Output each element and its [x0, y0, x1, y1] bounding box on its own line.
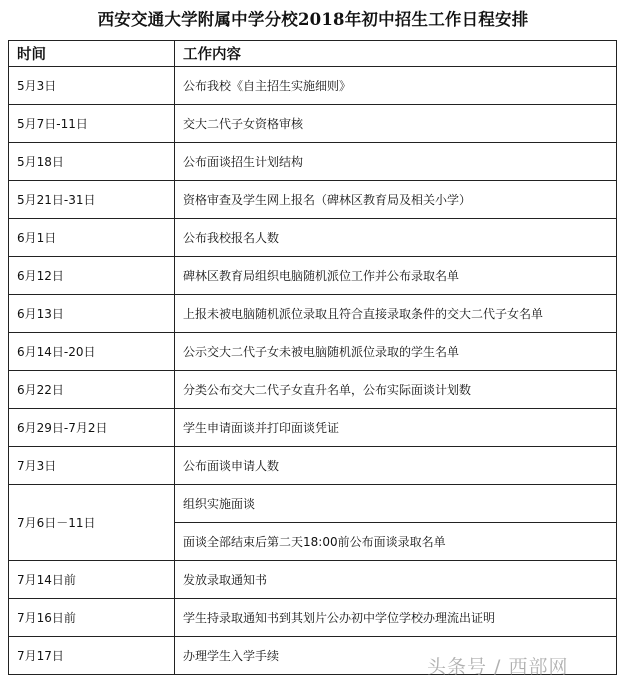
- row-time: 6月1日: [9, 219, 175, 257]
- row-time: 6月29日-7月2日: [9, 409, 175, 447]
- row-time: 5月3日: [9, 67, 175, 105]
- row-time: 5月21日-31日: [9, 181, 175, 219]
- table-row: [9, 599, 617, 637]
- row-content: 办理学生入学手续: [175, 637, 617, 675]
- table-row: [9, 371, 617, 409]
- row-time: 7月14日前: [9, 561, 175, 599]
- row-content: 公布我校《自主招生实施细则》: [175, 67, 617, 105]
- row-time: 6月14日-20日: [9, 333, 175, 371]
- header-content: 工作内容: [175, 41, 617, 67]
- table-row: [9, 67, 617, 105]
- page-title: 西安交通大学附属中学分校2018年初中招生工作日程安排: [97, 10, 529, 29]
- row-time: 7月17日: [9, 637, 175, 675]
- schedule-table: [8, 40, 617, 675]
- row-time: 7月6日－11日: [9, 485, 175, 561]
- table-row: [9, 409, 617, 447]
- row-time: 5月18日: [9, 143, 175, 181]
- table-header-row: [9, 41, 617, 67]
- row-content: 学生持录取通知书到其划片公办初中学位学校办理流出证明: [175, 599, 617, 637]
- row-content: 资格审查及学生网上报名（碑林区教育局及相关小学）: [175, 181, 617, 219]
- row-content: 学生申请面谈并打印面谈凭证: [175, 409, 617, 447]
- row-content: 公布面谈申请人数: [175, 447, 617, 485]
- row-content: 交大二代子女资格审核: [175, 105, 617, 143]
- row-time: 5月7日-11日: [9, 105, 175, 143]
- table-row: [9, 485, 617, 523]
- watermark: 头条号 / 西部网: [427, 656, 569, 678]
- table-row: [9, 447, 617, 485]
- row-content: 公布我校报名人数: [175, 219, 617, 257]
- header-time: 时间: [9, 41, 175, 67]
- table-row: [9, 105, 617, 143]
- table-row: [9, 143, 617, 181]
- table-row: [9, 181, 617, 219]
- table-row: [9, 295, 617, 333]
- table-row: [9, 257, 617, 295]
- row-content: 上报未被电脑随机派位录取且符合直接录取条件的交大二代子女名单: [175, 295, 617, 333]
- row-content: 组织实施面谈: [175, 485, 617, 523]
- row-time: 6月13日: [9, 295, 175, 333]
- row-content: 面谈全部结束后第二天18:00前公布面谈录取名单: [175, 523, 617, 561]
- row-content: 发放录取通知书: [175, 561, 617, 599]
- table-row: [9, 561, 617, 599]
- row-time: 7月16日前: [9, 599, 175, 637]
- row-time: 6月22日: [9, 371, 175, 409]
- row-content: 分类公布交大二代子女直升名单，公布实际面谈计划数: [175, 371, 617, 409]
- row-time: 7月3日: [9, 447, 175, 485]
- row-content: 公示交大二代子女未被电脑随机派位录取的学生名单: [175, 333, 617, 371]
- table-row: [9, 219, 617, 257]
- row-content: 碑林区教育局组织电脑随机派位工作并公布录取名单: [175, 257, 617, 295]
- row-time: 6月12日: [9, 257, 175, 295]
- row-content: 公布面谈招生计划结构: [175, 143, 617, 181]
- table-row: [9, 333, 617, 371]
